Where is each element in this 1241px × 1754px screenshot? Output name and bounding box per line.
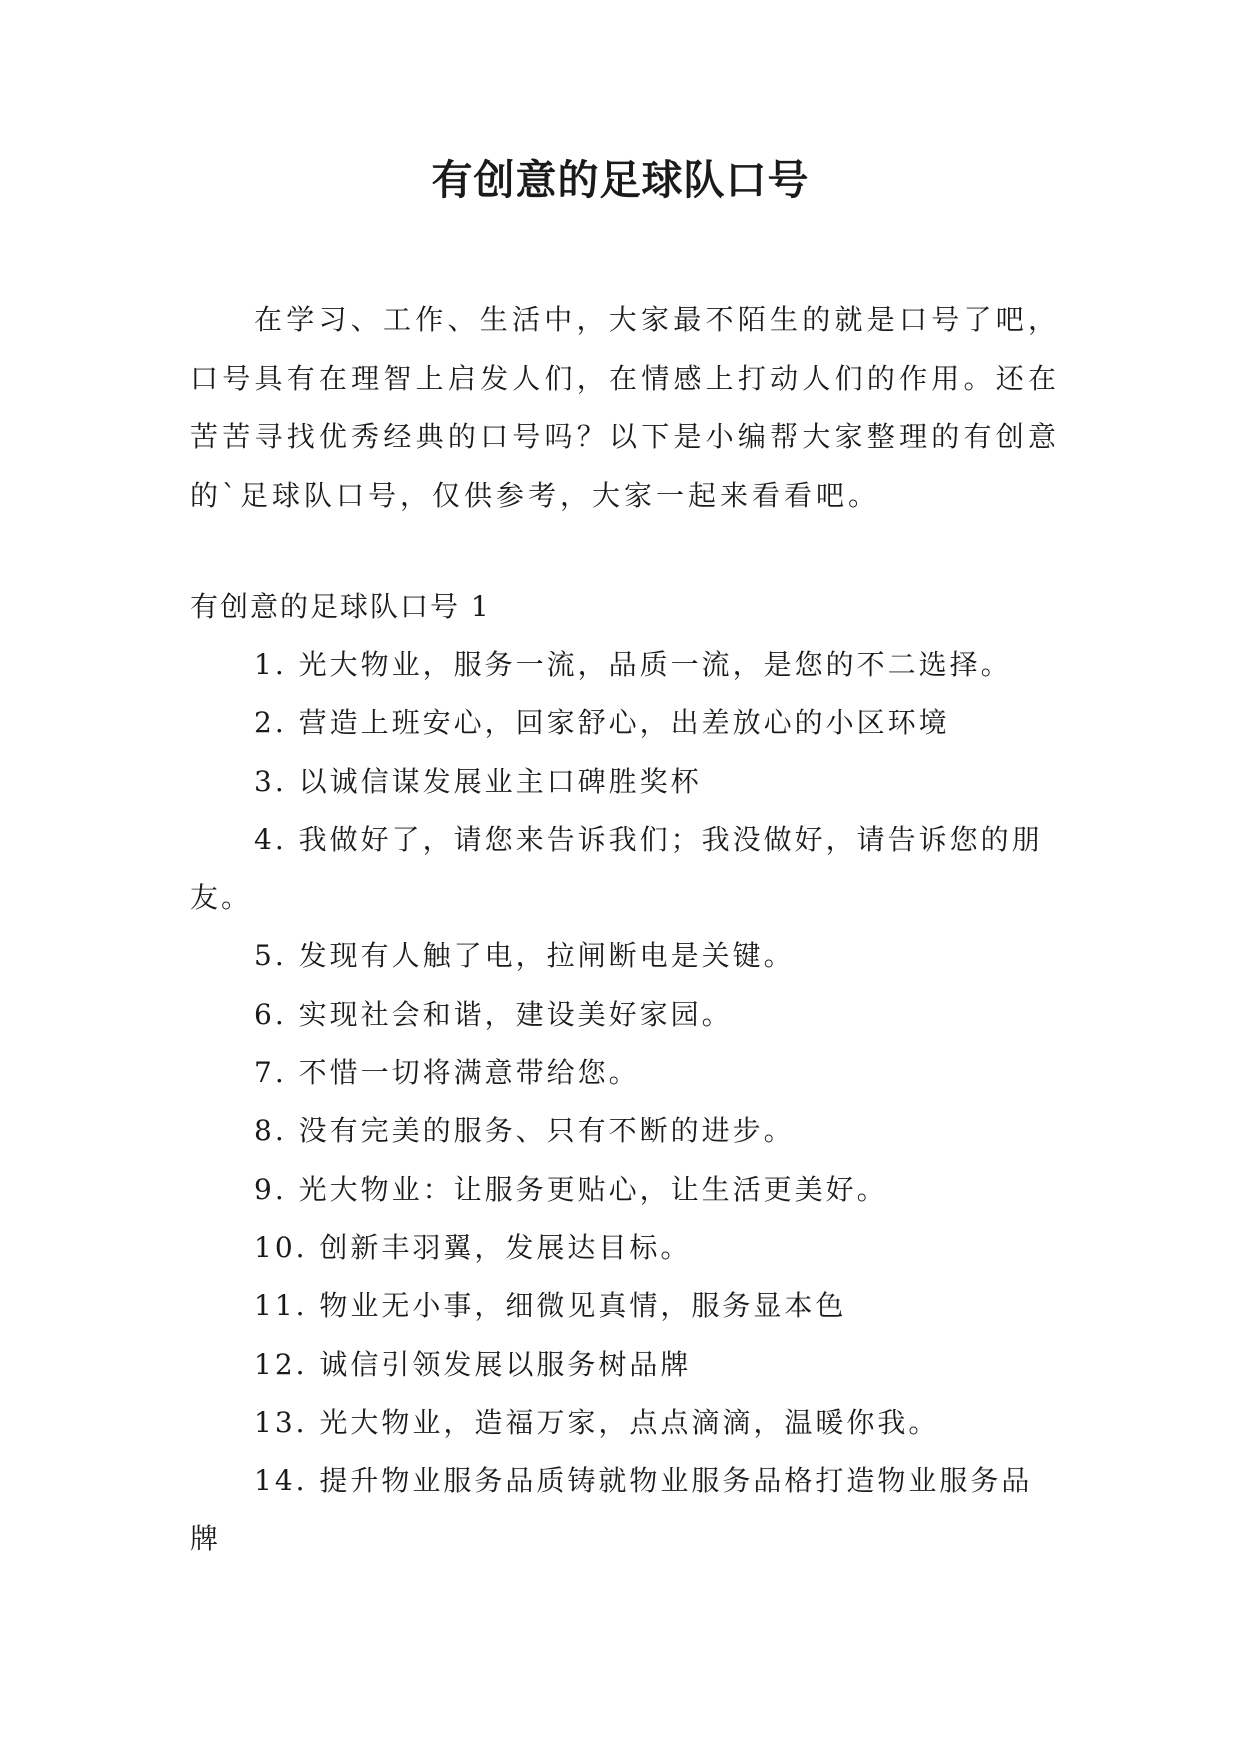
section-heading: 有创意的足球队口号 1 [190,590,491,623]
slogan-item: 4. 我做好了，请您来告诉我们；我没做好，请告诉您的朋友。 [190,822,1043,915]
slogan-item: 12. 诚信引领发展以服务树品牌 [254,1347,692,1381]
slogan-item: 11. 物业无小事，细微见真情，服务显本色 [254,1289,847,1323]
slogan-item: 14. 提升物业服务品质铸就物业服务品格打造物业服务品牌 [190,1464,1033,1556]
slogan-item: 3. 以诚信谋发展业主口碑胜奖杯 [254,764,702,798]
slogan-item: 9. 光大物业：让服务更贴心，让生活更美好。 [254,1172,888,1206]
slogan-list [190,636,1060,1569]
slogan-item: 8. 没有完美的服务、只有不断的进步。 [254,1114,795,1148]
slogan-item: 6. 实现社会和谐，建设美好家园。 [254,997,733,1031]
slogan-item: 7. 不惜一切将满意带给您。 [254,1056,640,1090]
slogan-item: 13. 光大物业，造福万家，点点滴滴，温暖你我。 [254,1405,940,1439]
page-title: 有创意的足球队口号 [431,156,810,204]
slogan-item: 1. 光大物业，服务一流，品质一流，是您的不二选择。 [254,648,1012,681]
slogan-item: 5. 发现有人触了电，拉闸断电是关键。 [254,939,795,973]
slogan-item: 10. 创新丰羽翼，发展达目标。 [254,1230,692,1264]
slogan-item: 2. 营造上班安心，回家舒心，出差放心的小区环境 [254,706,950,740]
intro-paragraph: 在学习、工作、生活中，大家最不陌生的就是口号了吧，口号具有在理智上启发人们，在情感上打动人们的作用。还在苦苦寻找优秀经典的口号吗？以下是小编帮大家整理的有创意的`足球队口号，仅供参考，大家一起来看看吧。 [190,303,1060,512]
